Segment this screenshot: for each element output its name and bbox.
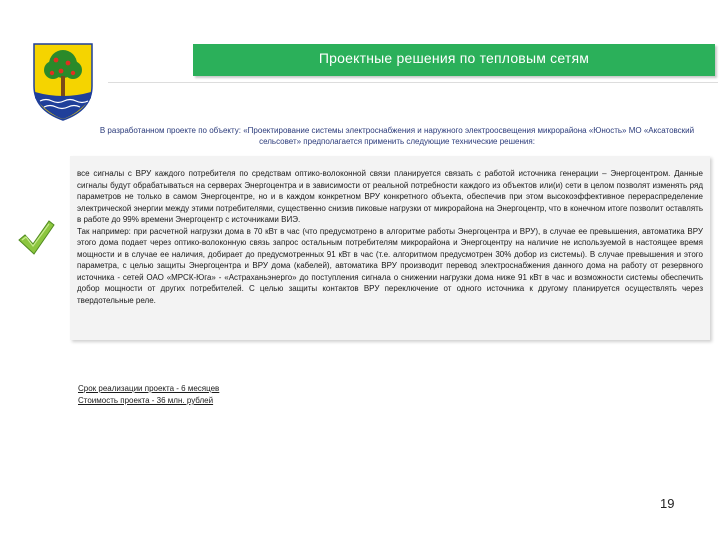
coat-of-arms-emblem <box>30 40 96 122</box>
project-summary <box>78 383 219 407</box>
main-text-block <box>77 168 703 306</box>
page-title: Проектные решения по тепловым сетям <box>318 50 590 66</box>
header-divider <box>108 82 718 83</box>
page-number: 19 <box>660 496 675 511</box>
body-paragraph-1: все сигналы с ВРУ каждого потребителя по средствам оптико-волоконной связи планируется связать с работой источника генерации – Энергоцентром. Данные сигналы будут обрабатываться на серверах Энергоцентра и в зависимости от реальной потребности каждого из объектов или(и) сети в целом позволят изменять ряд параметров не только в самом Энергоцентре, но и в каждом конкретном ВРУ конкретного объекта, обеспечив при этом высокоэффективное перераспределение электрической энергии между этими потребителями, существенно снизив пиковые нагрузки от микрорайона на Энергоцентр, что в конечном итоге позволит оставлять в работе до 99% времени Энергоцентр с источниками ВИЭ. <box>77 169 703 224</box>
project-cost: Стоимость проекта - 36 млн. рублей <box>78 396 214 405</box>
body-paragraph-2: Так например: при расчетной нагрузки дома в 70 кВт в час (что предусмотрено в алгоритме работы Энергоцентра и ВРУ), в случае ее превышения, автоматика ВРУ этого дома подает через оптико-волоконную связь запрос остальным потребителям микрорайона и Энергоцентру на наличие не используемой в настоящее время мощности и в случае ее наличия, добирает до предусмотренных 91 кВт в час (т.е. алгоритмом предусмотрен 30% добор из системы). В случае превышения и этого параметра, с целью защиты Энергоцентра и ВРУ дома (кабелей), автоматика ВРУ производит перевод электроснабжения данного дома на работу от резервного источника - сетей ОАО «МРСК-Юга» - «Астраханьэнерго» до поступления сигнала о снижении нагрузки дома ниже 91 кВт в час и возможности системы обеспечить добор мощности от других потребителей. С целью защиты контактов ВРУ переключение от одного источника к другому планируется осуществлять через твердотельные реле. <box>77 226 703 305</box>
checkmark-icon <box>16 216 56 258</box>
title-bar <box>193 44 715 76</box>
project-term: Срок реализации проекта - 6 месяцев <box>78 384 220 393</box>
intro-text: В разработанном проекте по объекту: «Проектирование системы электроснабжения и наружного электроосвещения микрорайона «Юность» МО «Аксатовский сельсовет» предполагается применить следующие технические решения: <box>99 126 695 146</box>
